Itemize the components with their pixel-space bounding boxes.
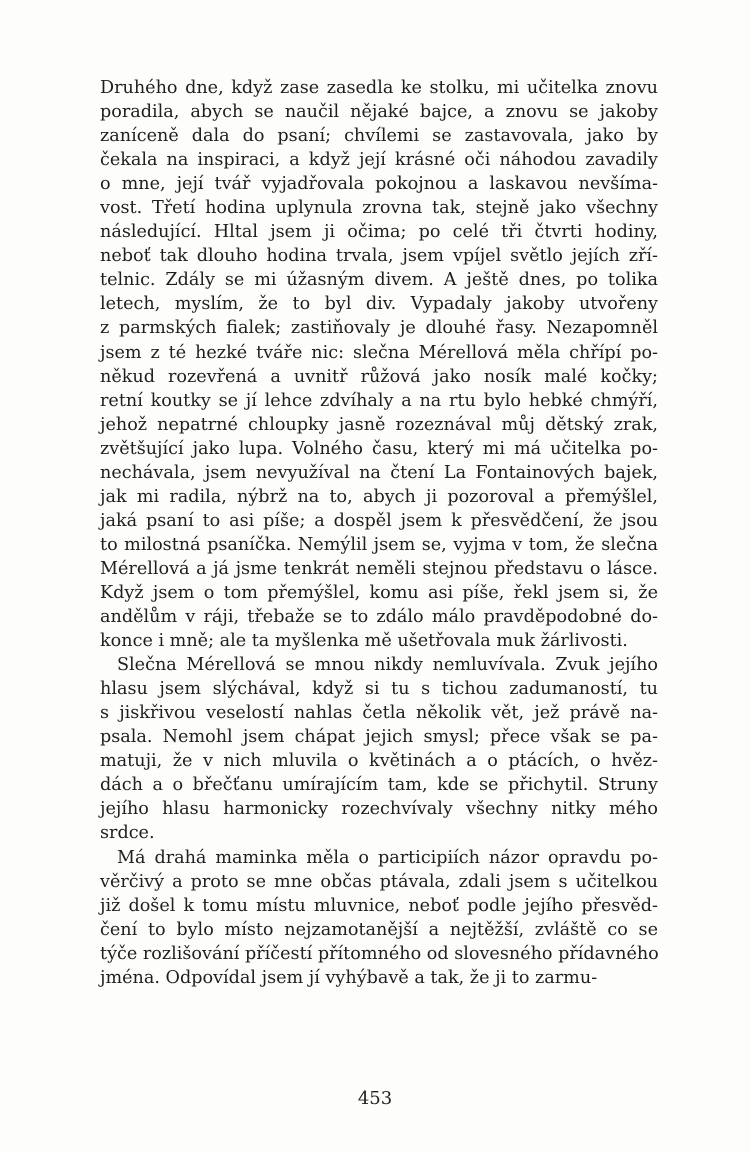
- text-line: zvětšující jako lupa. Volného času, který mi má učitelka po-: [100, 438, 658, 459]
- text-line: Když jsem o tom přemýšlel, komu asi píše, řekl jsem si, že: [100, 582, 658, 603]
- text-line: o mne, její tvář vyjadřovala pokojnou a laskavou nevšíma-: [100, 174, 658, 195]
- page-number: 453: [357, 1088, 393, 1109]
- text-line: dách a o břečťanu umírajícím tam, kde se přichytil. Struny: [100, 775, 658, 796]
- text-line: někud rozevřená a uvnitř růžová jako nosík malé kočky;: [100, 366, 658, 387]
- text-line: zaníceně dala do psaní; chvílemi se zastavovala, jako by: [100, 126, 658, 147]
- text-line: Slečna Mérellová se mnou nikdy nemluvívala. Zvuk jejího: [117, 655, 658, 676]
- text-line: jejího hlasu harmonicky rozechvívaly všechny nitky mého: [100, 799, 658, 820]
- text-line: neboť tak dlouho hodina trvala, jsem vpíjel světlo jejích zří-: [100, 246, 658, 267]
- text-line: hlasu jsem slýchával, když si tu s tichou zadumaností, tu: [100, 679, 658, 700]
- text-line: jehož nepatrné chloupky jasně rozeznával můj dětský zrak,: [100, 414, 658, 435]
- text-line: Mérellová a já jsme tenkrát neměli stejnou představu o lásce.: [100, 558, 658, 579]
- text-line: psala. Nemohl jsem chápat jejich smysl; přece však se pa-: [100, 727, 658, 748]
- text-line: jaká psaní to asi píše; a dospěl jsem k přesvědčení, že jsou: [100, 510, 658, 531]
- text-line: jak mi radila, nýbrž na to, abych ji pozoroval a přemýšlel,: [100, 486, 658, 507]
- text-line: vost. Třetí hodina uplynula zrovna tak, stejně jako všechny: [100, 198, 658, 219]
- text-line: jsem z té hezké tváře nic: slečna Mérellová měla chřípí po-: [100, 342, 658, 363]
- text-line: čení to bylo místo nejzamotanější a nejtěžší, zvláště co se: [100, 919, 658, 940]
- text-line: s jiskřivou veselostí nahlas četla několik vět, jež právě na-: [100, 703, 658, 724]
- text-line: Má drahá maminka měla o participiích názor opravdu po-: [117, 847, 658, 868]
- paragraph: [100, 653, 658, 845]
- text-line: z parmských fialek; zastiňovaly je dlouhé řasy. Nezapomněl: [100, 318, 658, 339]
- text-line: konce i mně; ale ta myšlenka mě ušetřovala muk žárlivosti.: [100, 631, 628, 652]
- paragraph: [100, 846, 658, 990]
- text-line: Druhého dne, když zase zasedla ke stolku, mi učitelka znovu: [100, 78, 658, 98]
- text-line: letech, myslím, že to byl div. Vypadaly jakoby utvořeny: [100, 294, 658, 315]
- text-line: retní koutky se jí lehce zdvíhaly a na rtu bylo hebké chmýří,: [100, 390, 658, 411]
- text-line: matuji, že v nich mluvila o květinách a o ptácích, o hvěz-: [100, 751, 658, 772]
- text-line: andělům v ráji, třebaže se to zdálo málo pravděpodobné do-: [100, 607, 658, 628]
- text-line: následující. Hltal jsem ji očima; po celé tři čtvrti hodiny,: [100, 222, 658, 243]
- text-line: telnic. Zdály se mi úžasným divem. A ještě dnes, po tolika: [100, 270, 658, 291]
- text-line: již došel k tomu místu mluvnice, neboť podle jejího přesvěd-: [100, 895, 658, 916]
- text-line: čekala na inspiraci, a když její krásné oči náhodou zavadily: [100, 150, 658, 171]
- text-line: poradila, abych se naučil nějaké bajce, a znovu se jakoby: [100, 102, 658, 123]
- text-line: nechávala, jsem nevyužíval na čtení La Fontainových bajek,: [100, 462, 658, 483]
- body-text: [100, 76, 658, 990]
- text-line: týče rozlišování příčestí přítomného od slovesného přídavného: [100, 943, 659, 964]
- paragraph: [100, 76, 658, 653]
- text-line: jména. Odpovídal jsem jí vyhýbavě a tak, že ji to zarmu-: [100, 967, 598, 988]
- text-line: srdce.: [100, 823, 155, 844]
- text-line: to milostná psaníčka. Nemýlil jsem se, vyjma v tom, že slečna: [100, 534, 658, 555]
- text-line: věrčivý a proto se mne občas ptávala, zdali jsem s učitelkou: [100, 871, 658, 892]
